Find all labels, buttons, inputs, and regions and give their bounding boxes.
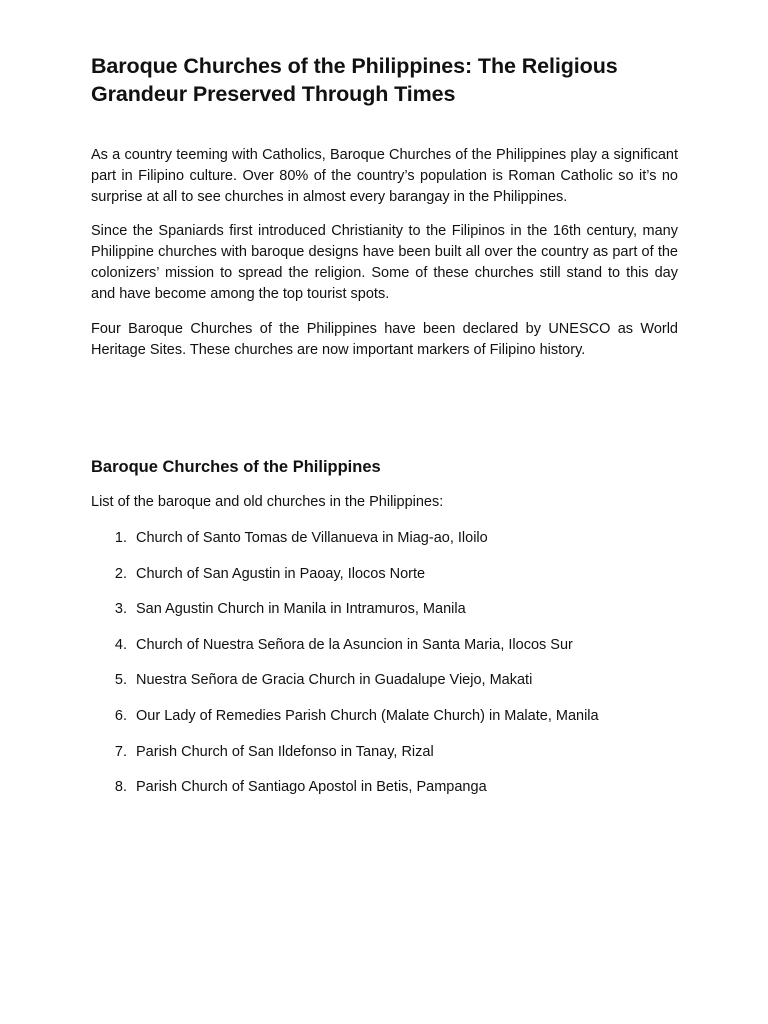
list-item-number: 6. <box>114 707 127 724</box>
list-item <box>91 706 678 727</box>
list-item-text: Church of San Agustin in Paoay, Ilocos Norte <box>136 565 426 582</box>
list-item-number: 3. <box>114 601 127 618</box>
list-item-number: 1. <box>114 530 127 546</box>
list-item-number: 2. <box>114 565 127 582</box>
document-title: Baroque Churches of the Philippines: The Religious Grandeur Preserved Through Times <box>91 54 618 106</box>
list-item-number: 7. <box>114 743 127 760</box>
list-item-text: San Agustin Church in Manila in Intramuros, Manila <box>136 601 466 618</box>
list-item <box>91 528 678 549</box>
document-page <box>91 52 678 813</box>
list-item-number: 4. <box>114 636 127 653</box>
list-item <box>91 777 678 798</box>
list-item-text: Church of Santo Tomas de Villanueva in Miag-ao, Iloilo <box>136 530 488 546</box>
list-item-text: Church of Nuestra Señora de la Asuncion in Santa Maria, Ilocos Sur <box>136 636 573 653</box>
history-paragraph: Since the Spaniards first introduced Christianity to the Filipinos in the 16th century, many Philippine churches with baroque designs have been built all over the country as part of the colonizers’ mission to spread the religion. Some of these churches still stand to this day and have become among the top tourist spots. <box>91 223 678 302</box>
list-item <box>91 599 678 620</box>
list-item-text: Our Lady of Remedies Parish Church (Malate Church) in Malate, Manila <box>136 707 599 724</box>
list-item <box>91 742 678 763</box>
list-item-number: 5. <box>114 672 127 689</box>
list-item-text: Parish Church of San Ildefonso in Tanay, Rizal <box>136 743 434 760</box>
intro-paragraph: As a country teeming with Catholics, Baroque Churches of the Philippines play a significant part in Filipino culture. Over 80% of the country’s population is Roman Catholic so it’s no surprise at all to see churches in almost every barangay in the Philippines. <box>91 147 678 205</box>
list-item <box>91 564 678 585</box>
list-item-number: 8. <box>114 779 127 796</box>
church-list <box>91 528 678 798</box>
list-item <box>91 635 678 656</box>
list-item-text: Parish Church of Santiago Apostol in Betis, Pampanga <box>136 779 487 796</box>
unesco-paragraph: Four Baroque Churches of the Philippines have been declared by UNESCO as World Heritage Sites. These churches are now important markers of Filipino history. <box>91 321 678 358</box>
list-intro: List of the baroque and old churches in the Philippines: <box>91 494 444 510</box>
list-item-text: Nuestra Señora de Gracia Church in Guadalupe Viejo, Makati <box>136 672 533 689</box>
list-item <box>91 670 678 691</box>
section-heading: Baroque Churches of the Philippines <box>91 458 381 476</box>
